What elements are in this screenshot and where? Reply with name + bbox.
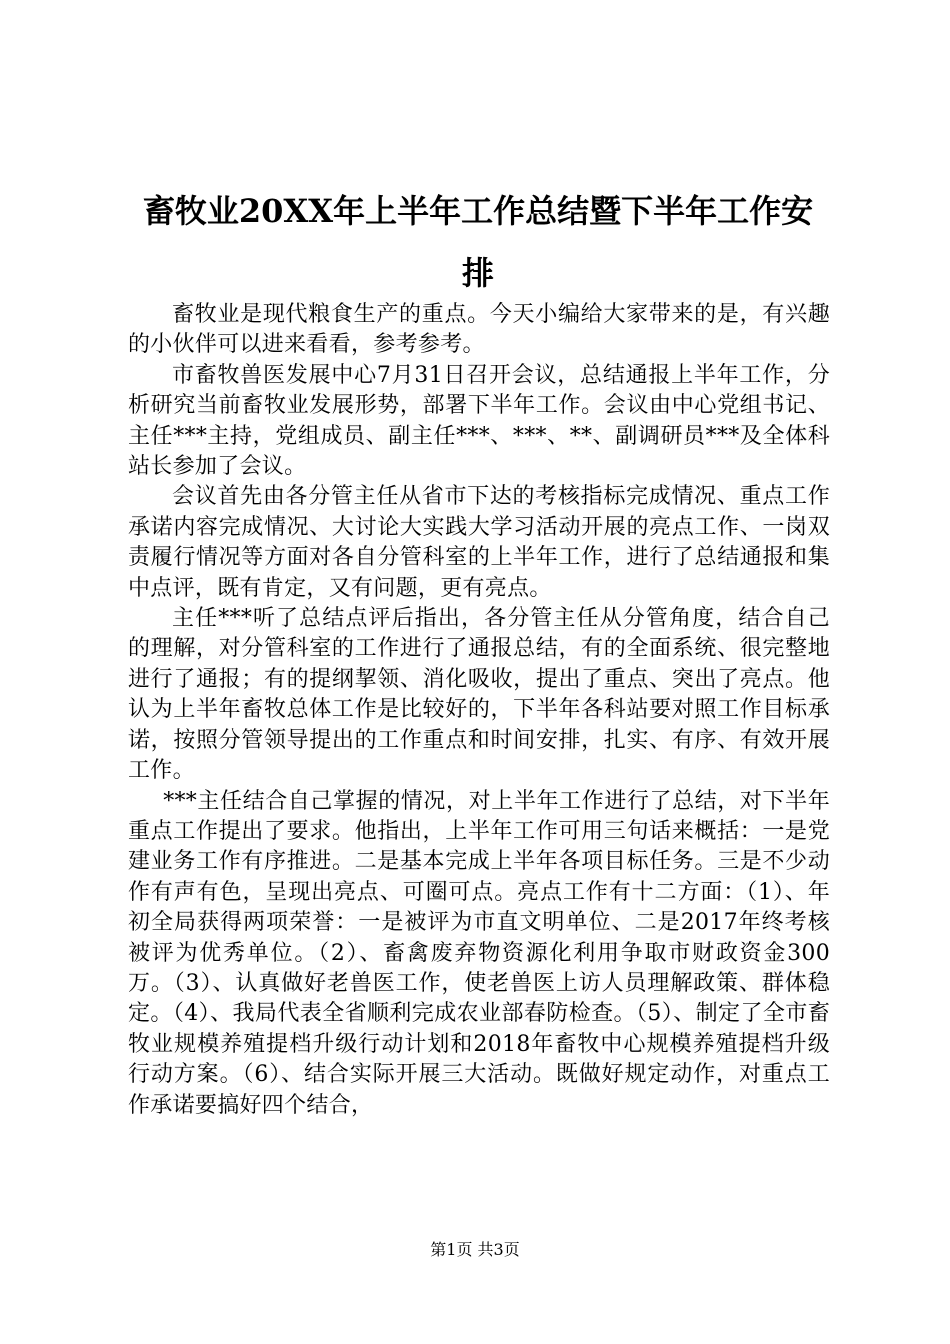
paragraph-director-remarks: 主任***听了总结点评后指出，各分管主任从分管角度，结合自己的理解，对分管科室的工作进行了通报总结，有的全面系统、很完整地进行了通报；有的提纲挈领、消化吸收，提出了重点、突出了亮点。他认为上半年畜牧总体工作是比较好的，下半年各科站要对照工作目标承诺，按照分管领导提出的工作重点和时间安排，扎实、有序、有效开展工作。 (128, 606, 830, 784)
page-number: 第1页 共3页 (430, 1240, 520, 1259)
paragraph-summary: ***主任结合自己掌握的情况，对上半年工作进行了总结，对下半年重点工作提出了要求。他指出，上半年工作可用三句话来概括：一是党建业务工作有序推进。二是基本完成上半年各项目标任务。三是不少动作有声有色，呈现出亮点、可圈可点。亮点工作有十二方面：（1）、年初全局获得两项荣誉：一是被评为市直文明单位、二是2017年终考核被评为优秀单位。（2）、畜禽废弃物资源化利用争取市财政资金300万。（3）、认真做好老兽医工作，使老兽医上访人员理解政策、群体稳定。（4）、我局代表全省顺利完成农业部春防检查。（5）、制定了全市畜牧业规模养殖提档升级行动计划和2018年畜牧中心规模养殖提档升级行动方案。（6）、结合实际开展三大活动。既做好规定动作，对重点工作承诺要搞好四个结合， (128, 788, 830, 1118)
paragraph-intro: 畜牧业是现代粮食生产的重点。今天小编给大家带来的是，有兴趣的小伙伴可以进来看看，参考参考。 (128, 302, 830, 358)
paragraph-meeting: 市畜牧兽医发展中心7月31日召开会议，总结通报上半年工作，分析研究当前畜牧业发展形势，部署下半年工作。会议由中心党组书记、主任***主持，党组成员、副主任***、***、**、副调研员***及全体科站长参加了会议。 (128, 362, 830, 480)
document-title: 畜牧业20XX年上半年工作总结暨下半年工作安排 (142, 192, 814, 292)
document-body (128, 300, 830, 1121)
paragraph-review: 会议首先由各分管主任从省市下达的考核指标完成情况、重点工作承诺内容完成情况、大讨论大实践大学习活动开展的亮点工作、一岗双责履行情况等方面对各自分管科室的上半年工作，进行了总结通报和集中点评，既有肯定，又有问题，更有亮点。 (128, 484, 830, 601)
